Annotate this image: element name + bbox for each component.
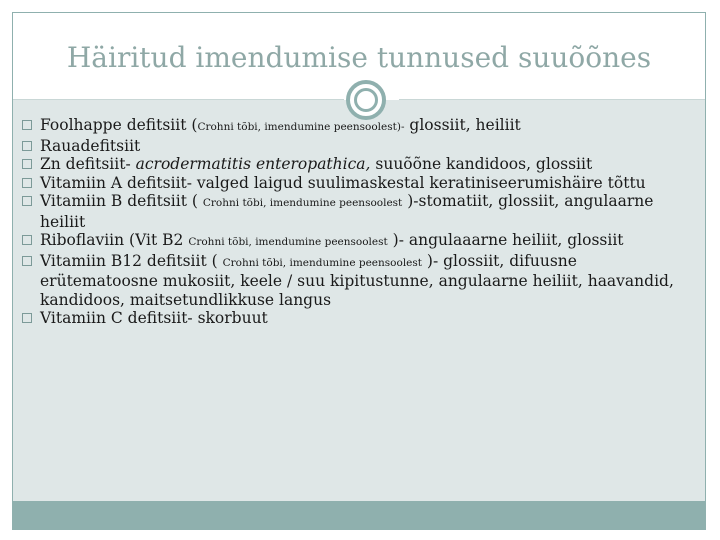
bullet-text: Riboflaviin (Vit B2 — [40, 231, 189, 249]
bullet-text: Crohni tõbi, imendumine peensoolest — [202, 197, 403, 209]
bullet-item — [20, 252, 685, 310]
slide-title: Häiritud imendumise tunnused suuõõnes — [66, 41, 652, 74]
bullet-text: Vitamiin C defitsiit- skorbuut — [40, 309, 268, 327]
square-bullet-icon — [22, 313, 32, 323]
bullet-text: )- angulaaarne heiliit, glossiit — [387, 231, 624, 249]
square-bullet-icon — [22, 235, 32, 245]
bullet-text: Vitamiin B defitsiit ( — [40, 192, 203, 210]
bullet-text: Crohni tõbi, imendumine peensoolest — [188, 236, 388, 248]
title-divider-right — [399, 99, 705, 100]
bullet-text: Foolhappe defitsiit ( — [40, 116, 198, 134]
bullet-text: Crohni tõbi, imendumine peensoolest — [222, 256, 422, 269]
bullet-text: Vitamiin B12 defitsiit ( — [40, 251, 223, 270]
title-divider-left — [13, 99, 344, 100]
bullet-text: Crohni tõbi, imendumine peensoolest)- — [197, 121, 405, 133]
footer-bar — [13, 501, 705, 529]
square-bullet-icon — [22, 256, 32, 266]
square-bullet-icon — [22, 178, 32, 188]
square-bullet-icon — [22, 120, 32, 130]
bullet-item — [20, 116, 685, 137]
square-bullet-icon — [22, 141, 32, 151]
bullet-text: )-stomatiit, glossiit, angulaarne heiliit — [40, 192, 654, 231]
bullet-item — [20, 309, 685, 328]
bullet-text: Zn defitsiit- — [40, 155, 136, 173]
bullet-text: Vitamiin A defitsiit- valged laigud suulimaskestal keratiniseerumishäire tõttu — [40, 173, 646, 192]
square-bullet-icon — [22, 196, 32, 206]
bullet-text: glossiit, heiliit — [404, 116, 521, 134]
square-bullet-icon — [22, 159, 32, 169]
circle-ornament-icon — [346, 80, 386, 120]
bullet-item — [20, 231, 685, 252]
bullet-item — [20, 155, 685, 174]
bullet-list — [20, 116, 685, 328]
bullet-item — [20, 192, 685, 231]
bullet-text: )- glossiit, difuusne erütematoosne mukosiit, keele / suu kipitustunne, angulaarne heiliit, haavandid, kandidoos, maitsetundlikkuse langus — [40, 251, 674, 309]
bullet-item — [20, 174, 685, 193]
bullet-text: suuõõne kandidoos, glossiit — [370, 155, 593, 173]
bullet-text: acrodermatitis enteropathica, — [135, 155, 371, 173]
bullet-item — [20, 137, 685, 156]
bullet-text: Rauadefitsiit — [40, 136, 141, 155]
